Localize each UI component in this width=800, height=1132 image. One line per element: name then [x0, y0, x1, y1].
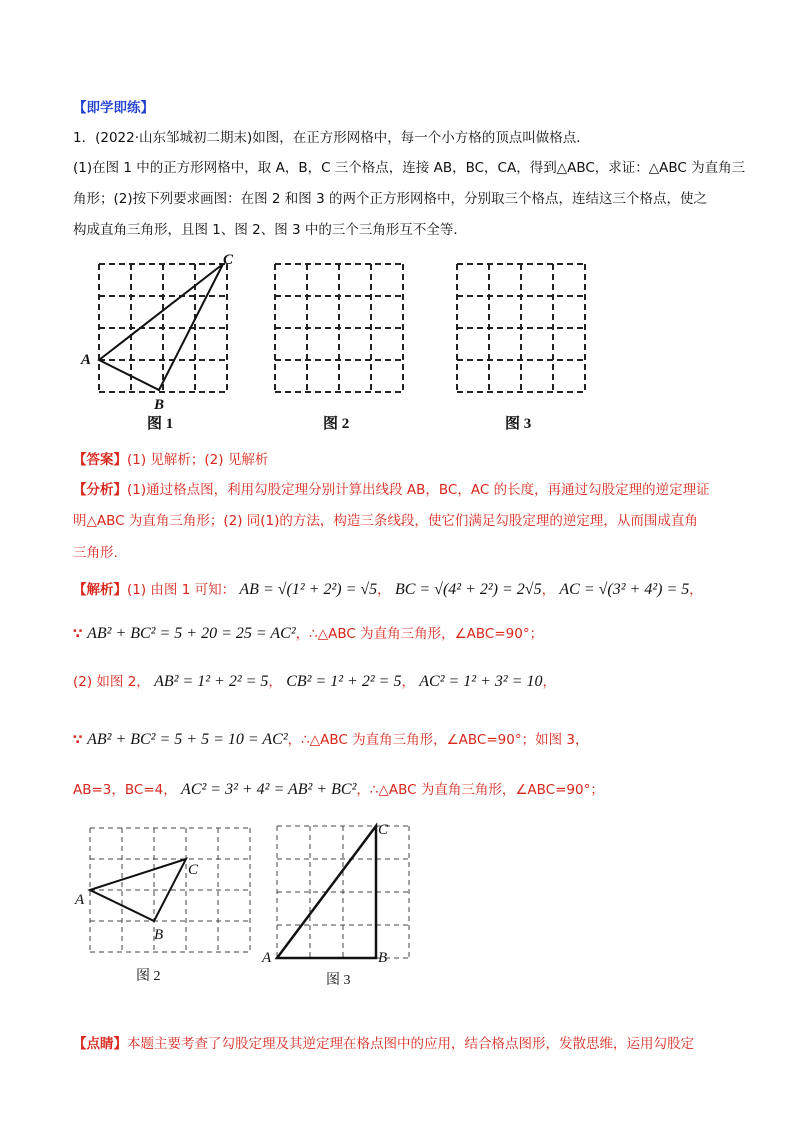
comment-tag: 【点睛】: [73, 1036, 127, 1052]
solution-l3-ab: AB² = 1² + 2² = 5: [154, 673, 269, 690]
fig3-label: 图 3: [505, 416, 532, 432]
fig1-label: 图 1: [147, 416, 174, 432]
analysis-line-1: [73, 478, 710, 498]
sol-fig2-point-a: A: [75, 892, 85, 908]
figure3-grid: [457, 264, 585, 392]
fig1-point-a: A: [81, 352, 92, 368]
sol-fig3-point-b: B: [378, 950, 388, 966]
solution-line-5: [73, 778, 604, 799]
solution-l4-tail: ，∴△ABC 为直角三角形，∠ABC=90°；如图 3，: [287, 732, 589, 748]
solution-line-3: (2) 如图 2， AB² = 1² + 2² = 5， CB² = 1² + 2² = 5， AC² = 1² + 3² = 10，: [73, 673, 556, 690]
analysis-line-3: 三角形．: [73, 545, 127, 561]
sol-fig3-label: 图 3: [326, 973, 351, 988]
problem-line-3: 构成直角三角形，且图 1、图 2、图 3 中的三个三角形互不全等．: [73, 222, 467, 238]
analysis-tag: 【分析】: [73, 482, 127, 498]
problem-number: 1．: [73, 130, 96, 146]
solution-line-4: ∵ AB² + BC² = 5 + 5 = 10 = AC²，∴△ABC 为直角三角形，∠ABC=90°；如图 3，: [73, 731, 589, 748]
solution-l2-eq: AB² + BC² = 5 + 20 = 25 = AC²: [87, 625, 296, 642]
solution-l3-ac: AC² = 1² + 3² = 10: [419, 673, 543, 690]
sol-fig2-point-c: C: [188, 862, 199, 878]
fig2-label: 图 2: [323, 416, 350, 432]
solution-line-2: ∵ AB² + BC² = 5 + 20 = 25 = AC²，∴△ABC 为直角三角形，∠ABC=90°；: [73, 625, 544, 642]
solution-l3-prefix: (2) 如图 2，: [73, 674, 150, 690]
answer-line: [73, 448, 268, 468]
problem-line-1: (1)在图 1 中的正方形网格中，取 A，B，C 三个格点，连接 AB，BC，CA，得到△ABC，求证：△ABC 为直角三: [73, 160, 746, 176]
problem-header: [73, 126, 590, 146]
sol-fig2-point-b: B: [154, 927, 164, 943]
figure1-grid: [99, 264, 227, 392]
solution-tag: 【解析】: [73, 582, 127, 598]
sol-fig3-point-c: C: [378, 822, 389, 838]
fig1-point-c: C: [223, 252, 234, 268]
problem-line-2: 角形；(2)按下列要求画图：在图 2 和图 3 的两个正方形网格中，分别取三个格点，连结这三个格点，使之: [73, 191, 707, 207]
bottom-figures: [70, 818, 430, 993]
solution-l1-bc: BC = √(4² + 2²) = 2√5: [394, 581, 542, 598]
solution-l1-prefix: (1) 由图 1 可知：: [127, 582, 236, 598]
figure2-grid: [275, 264, 403, 392]
solution-l5-tail: ，∴△ABC 为直角三角形，∠ABC=90°；: [356, 782, 604, 798]
comment-line: [73, 1032, 694, 1052]
sol-fig2-label: 图 2: [136, 969, 161, 984]
sol-fig3-point-a: A: [262, 950, 272, 966]
solution-l5-prefix: AB=3，BC=4，: [73, 782, 177, 798]
solution-l4-eq: AB² + BC² = 5 + 5 = 10 = AC²: [87, 731, 288, 748]
solution-line-1: 【解析】(1) 由图 1 可知： AB = √(1² + 2²) = √5， BC = √(4² + 2²) = 2√5， AC = √(3² + 4²) = 5，: [73, 581, 703, 598]
solution-l1-ab: AB = √(1² + 2²) = √5: [239, 581, 378, 598]
answer-text: (1) 见解析；(2) 见解析: [127, 452, 269, 468]
solution-l3-cb: CB² = 1² + 2² = 5: [286, 673, 402, 690]
top-figures: [72, 248, 632, 438]
solution-l5-eq: AC² = 3² + 4² = AB² + BC²: [181, 781, 357, 798]
comment-text: 本题主要考查了勾股定理及其逆定理在格点图中的应用，结合格点图形，发散思维，运用勾股定: [127, 1036, 694, 1052]
answer-tag: 【答案】: [73, 452, 127, 468]
fig1-point-b: B: [154, 397, 165, 413]
analysis-text-1: (1)通过格点图，利用勾股定理分别计算出线段 AB，BC，AC 的长度，再通过勾股定理的逆定理证: [127, 482, 710, 498]
section-title: 【即学即练】: [73, 100, 154, 116]
problem-source: (2022·山东邹城初二期末): [95, 130, 253, 146]
analysis-line-2: 明△ABC 为直角三角形；(2) 同(1)的方法，构造三条线段，使它们满足勾股定理的逆定理，从而围成直角: [73, 513, 698, 529]
solution-figure3-grid: [277, 826, 409, 958]
problem-stem: 如图，在正方形网格中，每一个小方格的顶点叫做格点．: [252, 130, 590, 146]
solution-l1-ac: AC = √(3² + 4²) = 5: [559, 581, 690, 598]
solution-l2-tail: ，∴△ABC 为直角三角形，∠ABC=90°；: [295, 626, 544, 642]
